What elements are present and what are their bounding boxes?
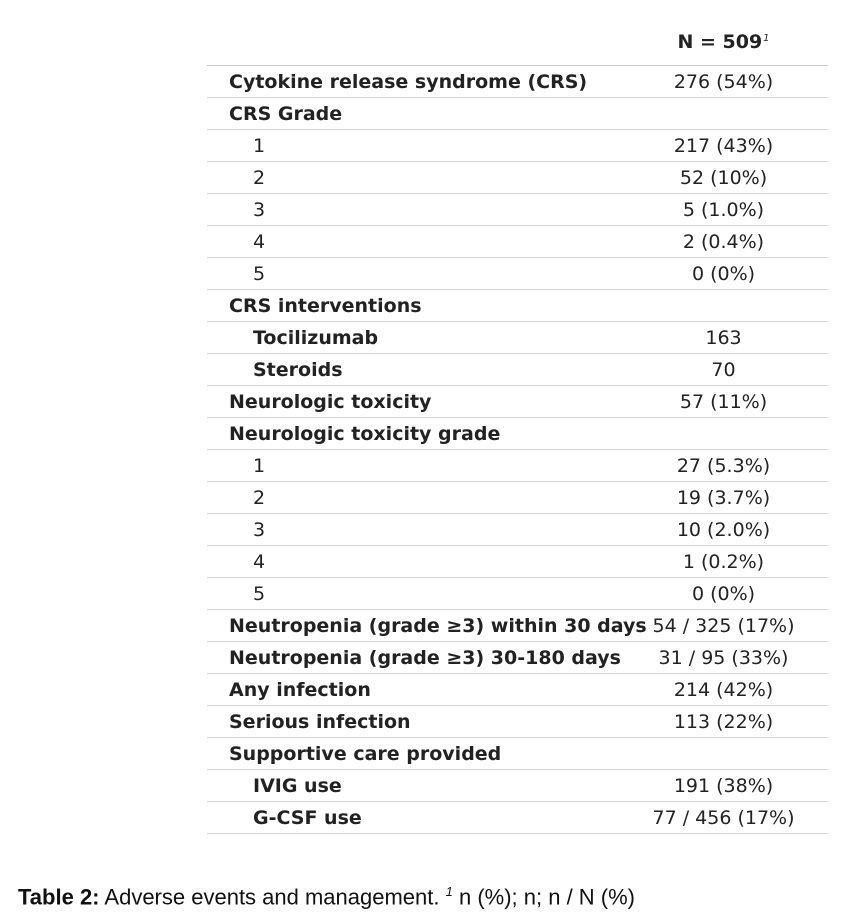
row-label: CRS Grade (229, 103, 343, 125)
row-value: 217 (43%) (673, 135, 774, 157)
table-row (207, 386, 828, 418)
table-row (207, 226, 828, 258)
header-n-text: N = 509 (677, 31, 763, 53)
row-value: 5 (1.0%) (682, 199, 765, 221)
table-row (207, 130, 828, 162)
caption-text: Adverse events and management. (99, 884, 446, 910)
row-value: 19 (3.7%) (676, 487, 771, 509)
table-row (207, 258, 828, 290)
table-row (207, 194, 828, 226)
table-row (207, 802, 828, 834)
row-value: 113 (22%) (673, 711, 774, 733)
table-row (207, 98, 828, 130)
row-label: Steroids (253, 359, 343, 381)
table-row (207, 738, 828, 770)
row-value: 77 / 456 (17%) (652, 807, 795, 829)
table-row (207, 674, 828, 706)
header-footnote-mark: 1 (763, 32, 770, 44)
adverse-events-table (207, 23, 828, 834)
row-value: 70 (711, 359, 736, 381)
row-label: G-CSF use (253, 807, 362, 829)
row-value: 214 (42%) (673, 679, 774, 701)
table-row (207, 514, 828, 546)
row-label: Serious infection (229, 711, 411, 733)
row-label: Neurologic toxicity grade (229, 423, 501, 445)
row-label: Tocilizumab (253, 327, 379, 349)
row-value: 163 (705, 327, 742, 349)
table-caption (18, 884, 635, 910)
row-label: 5 (253, 263, 266, 285)
row-label: Supportive care provided (229, 743, 502, 765)
table-row (207, 770, 828, 802)
row-label: 3 (253, 519, 266, 541)
row-label: IVIG use (253, 775, 342, 797)
row-value: 27 (5.3%) (676, 455, 771, 477)
table-row (207, 66, 828, 98)
table-row (207, 290, 828, 322)
row-value: 276 (54%) (673, 71, 774, 93)
table-row (207, 418, 828, 450)
row-label: Neutropenia (grade ≥3) 30-180 days (229, 647, 621, 669)
row-label: 3 (253, 199, 266, 221)
row-label: 4 (253, 551, 266, 573)
row-label: 4 (253, 231, 266, 253)
row-value: 54 / 325 (17%) (652, 615, 795, 637)
caption-footnote-text: n (%); n; n / N (%) (452, 884, 636, 910)
caption-label: Table 2: (18, 884, 100, 910)
table-row (207, 482, 828, 514)
row-label: 2 (253, 487, 266, 509)
table-body (207, 66, 828, 834)
row-label: Neutropenia (grade ≥3) within 30 days (229, 615, 647, 637)
row-label: Any infection (229, 679, 371, 701)
row-value: 191 (38%) (673, 775, 774, 797)
row-value: 2 (0.4%) (682, 231, 765, 253)
row-value: 0 (0%) (691, 263, 756, 285)
table-row (207, 706, 828, 738)
row-label: 2 (253, 167, 266, 189)
row-label: Cytokine release syndrome (CRS) (229, 71, 588, 93)
caption-footnote-mark: 1 (445, 884, 453, 899)
row-label: 1 (253, 135, 266, 157)
table-row (207, 642, 828, 674)
row-value: 31 / 95 (33%) (658, 647, 789, 669)
row-value: 1 (0.2%) (682, 551, 765, 573)
row-value: 52 (10%) (679, 167, 768, 189)
row-value: 10 (2.0%) (676, 519, 771, 541)
table-row (207, 610, 828, 642)
row-value: 57 (11%) (679, 391, 768, 413)
row-label: 5 (253, 583, 266, 605)
row-label: Neurologic toxicity (229, 391, 432, 413)
table-row (207, 354, 828, 386)
table-header (207, 23, 828, 66)
header-n-total (619, 31, 828, 53)
table-row (207, 450, 828, 482)
table-row (207, 578, 828, 610)
table-row (207, 162, 828, 194)
row-value: 0 (0%) (691, 583, 756, 605)
table-row (207, 322, 828, 354)
row-label: 1 (253, 455, 266, 477)
row-label: CRS interventions (229, 295, 422, 317)
table-row (207, 546, 828, 578)
